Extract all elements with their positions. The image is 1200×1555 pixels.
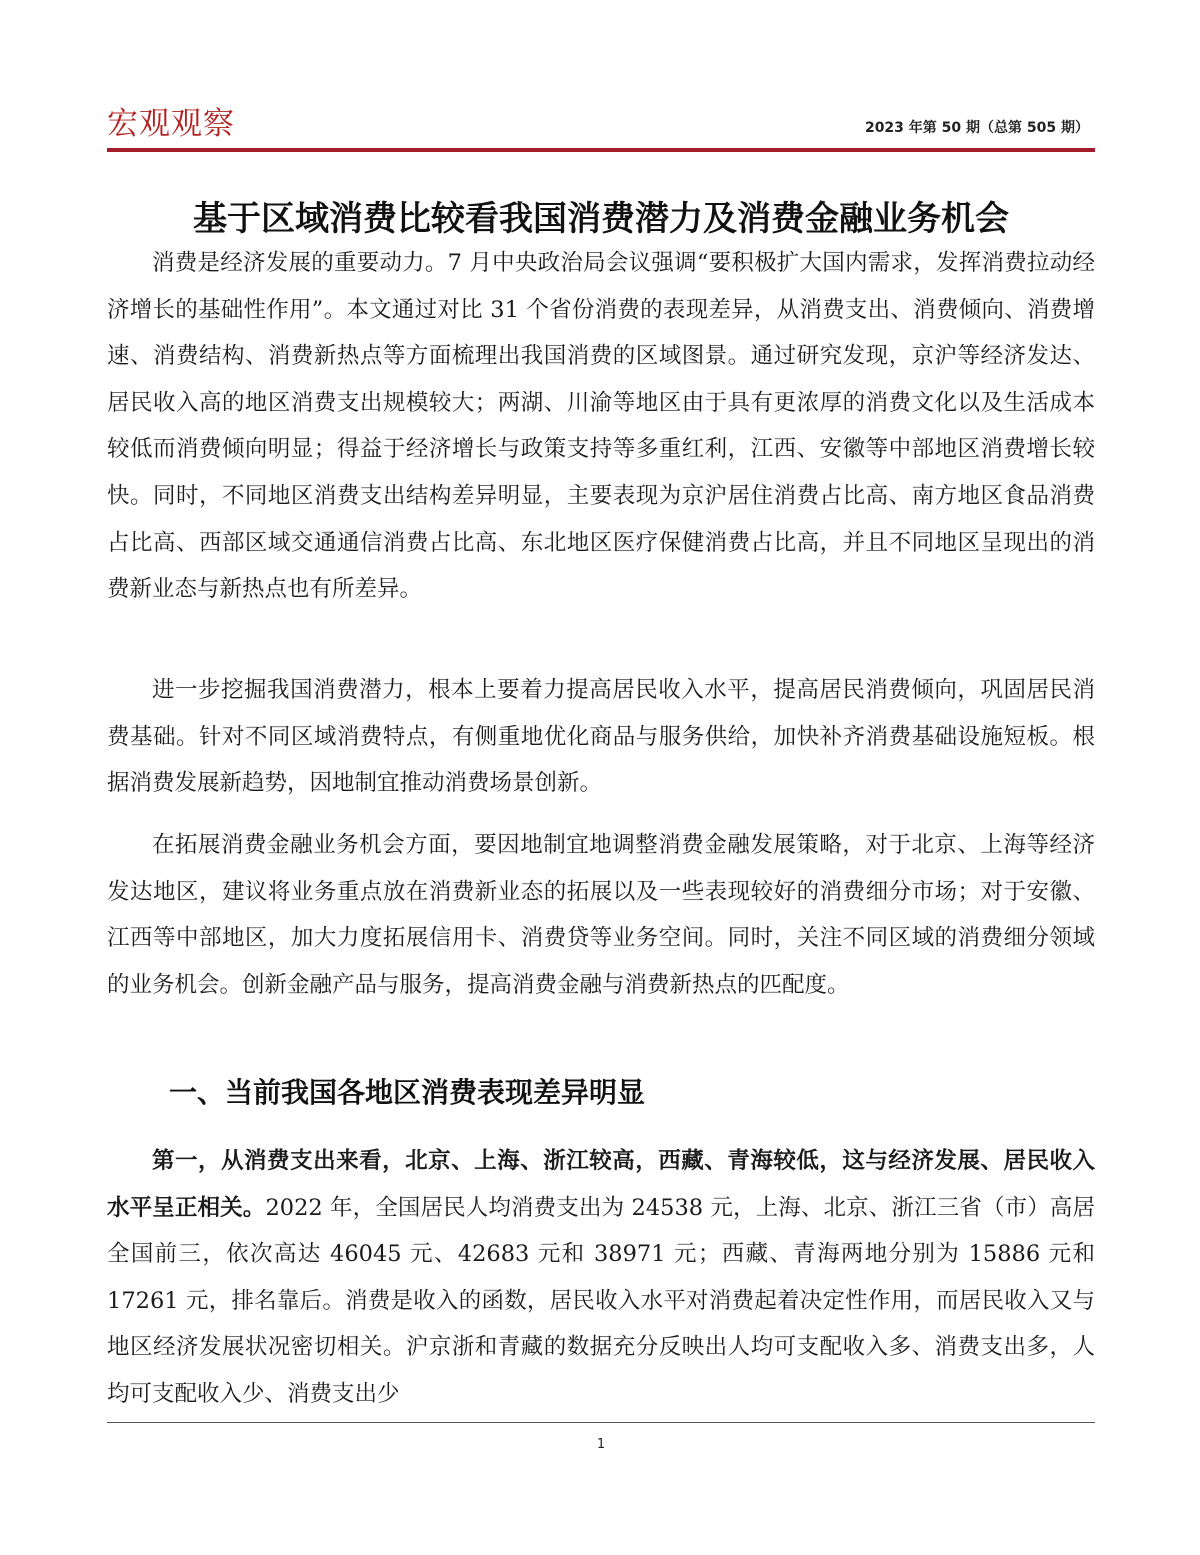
paragraph-summary: 消费是经济发展的重要动力。7 月中央政治局会议强调“要积极扩大国内需求，发挥消费拉动经济增长的基础性作用”。本文通过对比 31 个省份消费的表现差异，从消费支出、消费倾向、消费增速、消费结构、消费新热点等方面梳理出我国消费的区域图景。通过研究发现，京沪等经济发达、居民收入高的地区消费支出规模较大；两湖、川渝等地区由于具有更浓厚的消费文化以及生活成本较低而消费倾向明显；得益于经济增长与政策支持等多重红利，江西、安徽等中部地区消费增长较快。同时，不同地区消费支出结构差异明显，主要表现为京沪居住消费占比高、南方地区食品消费占比高、西部区域交通通信消费占比高、东北地区医疗保健消费占比高，并且不同地区呈现出的消费新业态与新热点也有所差异。 (107, 250, 1095, 603)
footer-divider (107, 1422, 1095, 1423)
header-divider (107, 148, 1095, 152)
paragraph-potential: 进一步挖掘我国消费潜力，根本上要着力提高居民收入水平，提高居民消费倾向，巩固居民消费基础。针对不同区域消费特点，有侧重地优化商品与服务供给，加快补齐消费基础设施短板。根据消费发展新趋势，因地制宜推动消费场景创新。 (107, 677, 1095, 797)
section-body-text: 2022 年，全国居民人均消费支出为 24538 元，上海、北京、浙江三省（市）高居全国前三，依次高达 46045 元、42683 元和 38971 元；西藏、青海两地分别为 15886 元和 17261 元，排名靠后。消费是收入的函数，居民收入水平对消费起着决定性作用，而居民收入又与地区经济发展状况密切相关。沪京浙和青藏的数据充分反映出人均可支配收入多、消费支出多，人均可支配收入少、消费支出少 (107, 1194, 1095, 1407)
page-header (107, 100, 1095, 146)
section-paragraph (107, 1138, 1095, 1418)
issue-number: 2023 年第 50 期（总第 505 期） (864, 120, 1089, 136)
paragraph-finance-opportunities: 在拓展消费金融业务机会方面，要因地制宜地调整消费金融发展策略，对于北京、上海等经济发达地区，建议将业务重点放在消费新业态的拓展以及一些表现较好的消费细分市场；对于安徽、江西等中部地区，加大力度拓展信用卡、消费贷等业务空间。同时，关注不同区域的消费细分领域的业务机会。创新金融产品与服务，提高消费金融与消费新热点的匹配度。 (107, 832, 1095, 998)
article-title: 基于区域消费比较看我国消费潜力及消费金融业务机会 (193, 198, 1009, 239)
section-heading: 一、当前我国各地区消费表现差异明显 (169, 1076, 646, 1109)
publication-brand: 宏观观察 (107, 106, 235, 142)
section-lead-sentence: 第一，从消费支出来看，北京、上海、浙江较高，西藏、青海较低，这与经济发展、居民收入水平呈正相关。 (107, 1148, 1095, 1221)
document-page (107, 0, 1095, 1555)
page-number: 1 (596, 1437, 606, 1452)
